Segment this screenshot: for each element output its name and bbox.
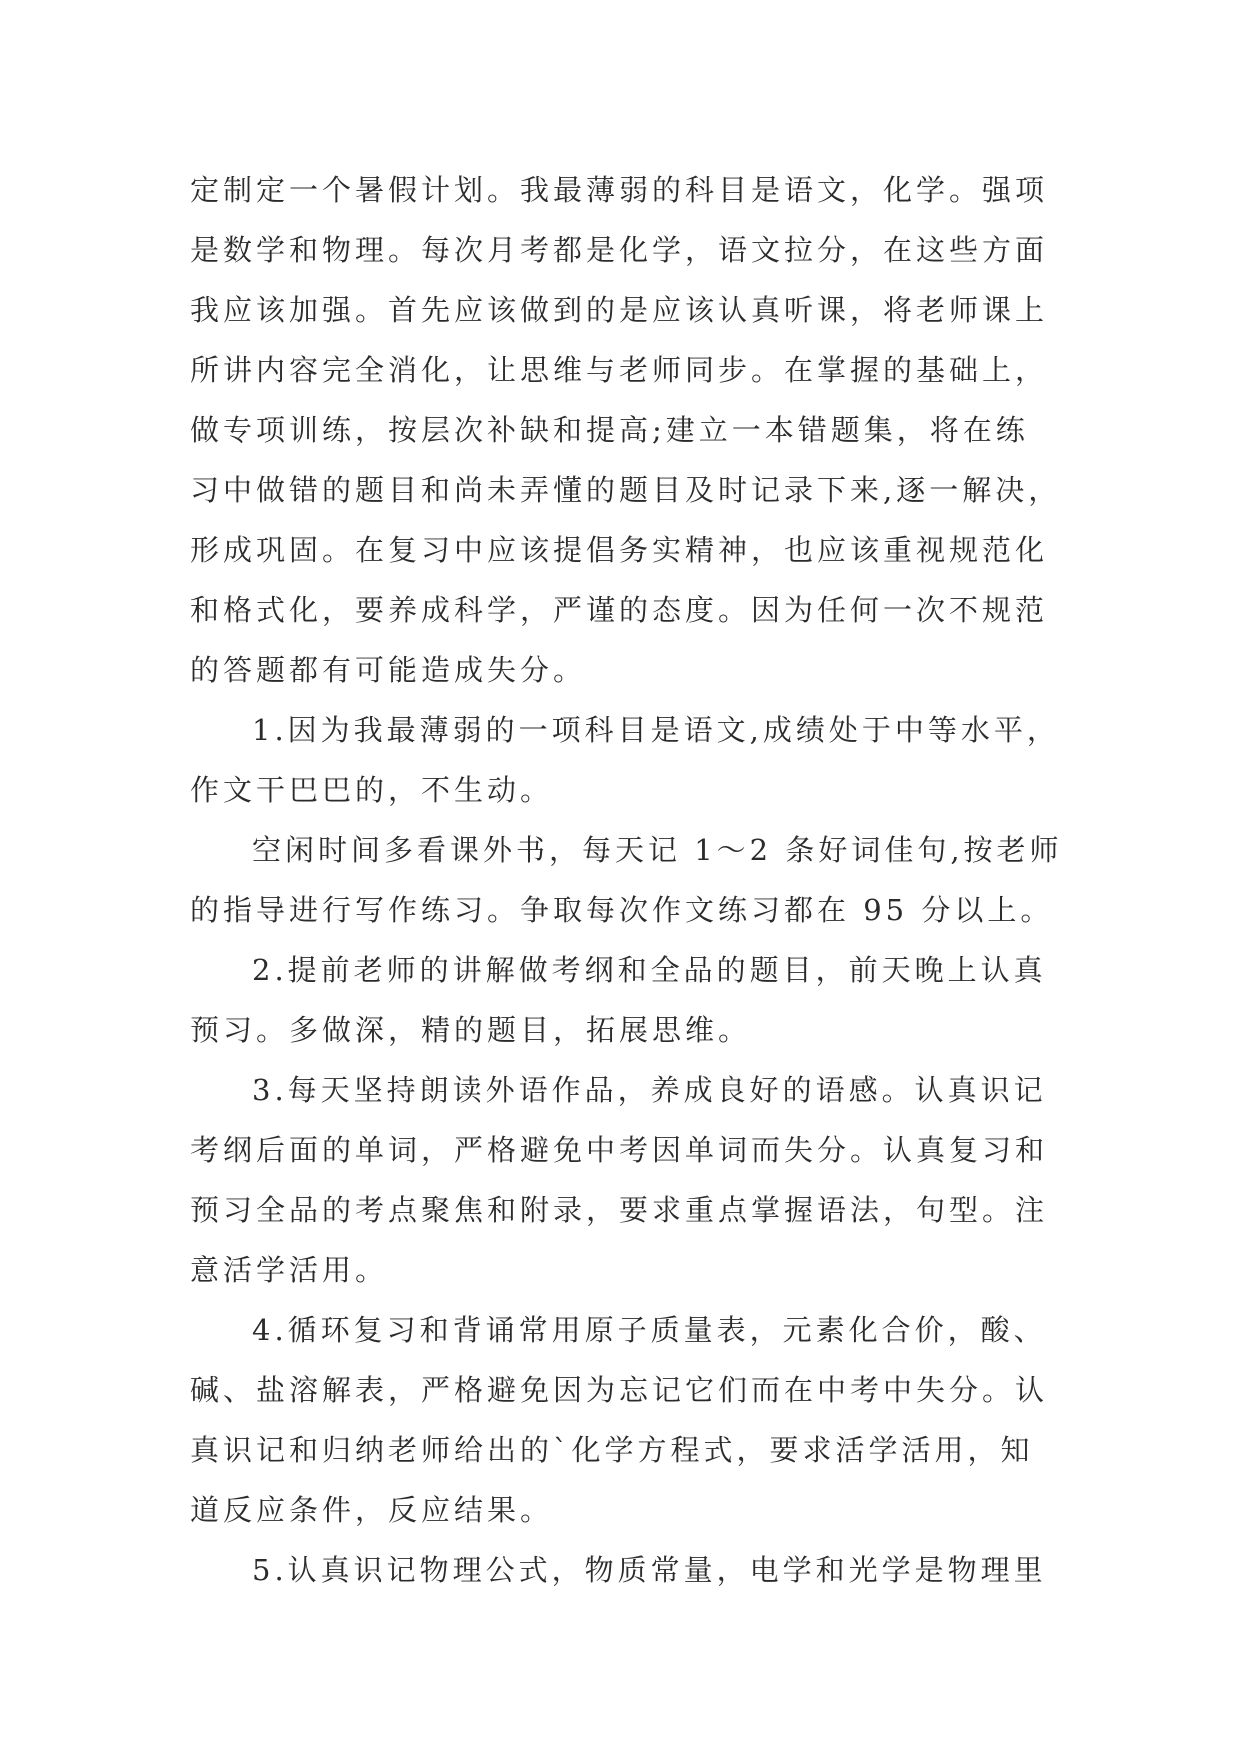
text-line: 真识记和归纳老师给出的`化学方程式，要求活学活用，知 — [190, 1433, 1034, 1467]
text-line: 定制定一个暑假计划。我最薄弱的科目是语文，化学。强项 — [190, 173, 1049, 207]
text-line: 和格式化，要养成科学，严谨的态度。因为任何一次不规范 — [190, 593, 1049, 627]
text-line: 2.提前老师的讲解做考纲和全品的题目，前天晚上认真 — [252, 953, 1047, 987]
text-line: 道反应条件，反应结果。 — [190, 1493, 554, 1527]
text-line: 5.认真识记物理公式，物质常量，电学和光学是物理里 — [252, 1553, 1047, 1587]
text-line: 习中做错的题目和尚未弄懂的题目及时记录下来,逐一解决， — [190, 473, 1062, 507]
text-line: 碱、盐溶解表，严格避免因为忘记它们而在中考中失分。认 — [190, 1373, 1049, 1407]
text-line: 所讲内容完全消化，让思维与老师同步。在掌握的基础上， — [190, 353, 1049, 387]
text-line: 我应该加强。首先应该做到的是应该认真听课，将老师课上 — [190, 293, 1049, 327]
text-line: 是数学和物理。每次月考都是化学，语文拉分，在这些方面 — [190, 233, 1049, 267]
text-line: 预习。多做深，精的题目，拓展思维。 — [190, 1013, 752, 1047]
text-line: 1.因为我最薄弱的一项科目是语文,成绩处于中等水平， — [252, 713, 1060, 747]
text-line: 3.每天坚持朗读外语作品，养成良好的语感。认真识记 — [252, 1073, 1047, 1107]
text-line: 空闲时间多看课外书，每天记 1～2 条好词佳句,按老师 — [252, 833, 1063, 867]
text-line: 形成巩固。在复习中应该提倡务实精神，也应该重视规范化 — [190, 533, 1049, 567]
text-line: 的指导进行写作练习。争取每次作文练习都在 95 分以上。 — [190, 893, 1054, 927]
text-line: 预习全品的考点聚焦和附录，要求重点掌握语法，句型。注 — [190, 1193, 1049, 1227]
text-line: 的答题都有可能造成失分。 — [190, 653, 587, 687]
text-line: 作文干巴巴的，不生动。 — [190, 773, 554, 807]
text-line: 考纲后面的单词，严格避免中考因单词而失分。认真复习和 — [190, 1133, 1049, 1167]
text-line: 意活学活用。 — [190, 1253, 389, 1287]
text-line: 做专项训练，按层次补缺和提高;建立一本错题集，将在练 — [190, 413, 1029, 447]
body-text — [190, 160, 1070, 1600]
text-line: 4.循环复习和背诵常用原子质量表，元素化合价，酸、 — [252, 1313, 1047, 1347]
